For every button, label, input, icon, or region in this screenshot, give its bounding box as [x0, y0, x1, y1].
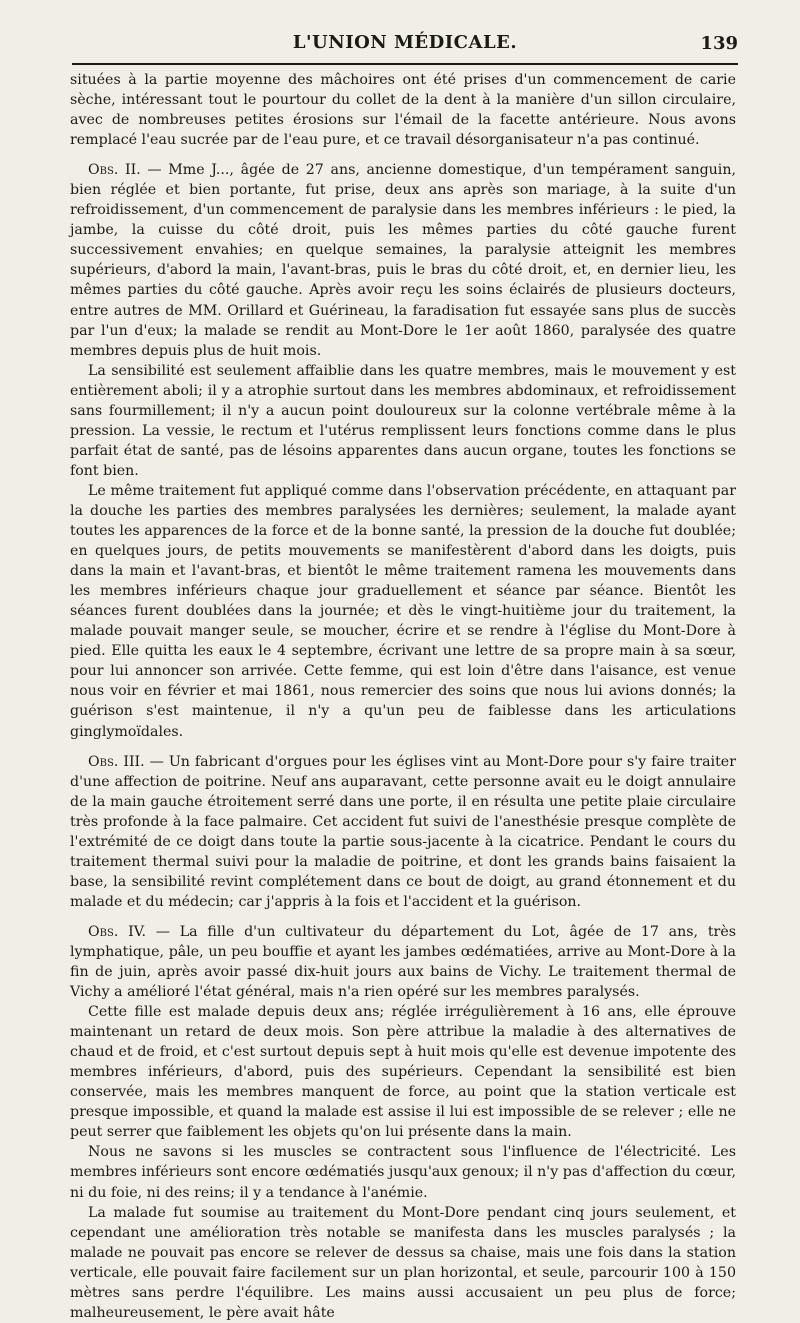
running-head: L'UNION MÉDICALE. — [292, 32, 518, 53]
observation-label: Obs. II. — [88, 162, 141, 179]
paragraph-text: — La fille d'un cultivateur du département du Lot, âgée de 17 ans, très lymphatique, pâle, un peu bouffie et ayant les jambes œdématiées, arrive au Mont-Dore à la fin de juin, après avoir passé dix-huit jours aux bains de Vichy. Le traitement thermal de Vichy a amélioré l'état général, mais n'a rien opéré sur les membres paralysés. — [70, 923, 737, 1001]
paragraph-text: Le même traitement fut appliqué comme dans l'observation précédente, en attaquant par la douche les parties des membres paralysées les dernières; seulement, la malade ayant toutes les apparences de la force et de la bonne santé, la pression de la douche fut doublée; en quelques jours, de petits mouvements se manifestèrent d'abord dans les doigts, puis dans la main et l'avant-bras, et bientôt le même traitement ramena les mouvements dans les membres inférieurs chaque jour graduellement et séance par séance. Bientôt les séances furent doublées dans la journée; et dès le vingt-huitième jour du traitement, la malade pouvait manger seule, se moucher, écrire et se rendre à l'église du Mont-Dore à pied. Elle quitta les eaux le 4 septembre, écrivant une lettre de sa propre main à sa sœur, pour lui annoncer son arrivée. Cette femme, qui est loin d'être dans l'aisance, est venue nous voir en février et mai 1861, nous remercier des soins que nous lui avions donnés; la guérison s'est maintenue, il n'y a qu'un peu de faiblesse dans les articulations ginglymoïdales. — [70, 482, 736, 740]
paragraph-obs-2 — [70, 160, 736, 360]
paragraph-9 — [70, 1203, 736, 1323]
page-number: 139 — [700, 33, 738, 54]
observation-label: Obs. IV. — [88, 923, 146, 940]
header-rule — [72, 63, 738, 65]
paragraph-8 — [70, 1142, 736, 1202]
paragraph-4 — [70, 481, 736, 742]
paragraph-text: Cette fille est malade depuis deux ans; réglée irrégulièrement à 16 ans, elle éprouve maintenant un retard de deux mois. Son père attribue la maladie à des alternatives de chaud et de froid, et c'est surtout depuis sept à huit mois qu'elle est devenue impotente des membres inférieurs, d'abord, puis des supérieurs. Cependant la sensibilité est bien conservée, mais les membres manquent de force, au point que la station verticale est presque impossible, et quand la malade est assise il lui est impossible de se relever ; elle ne peut serrer que faiblement les objets qu'on lui présente dans la main. — [70, 1004, 736, 1141]
paragraph-text: — Mme J..., âgée de 27 ans, ancienne domestique, d'un tempérament sanguin, bien réglée et bien portante, fut prise, deux ans après son mariage, à la suite d'un refroidissement, d'un commencement de paralysie dans les membres inférieurs : le pied, la jambe, la cuisse du côté droit, puis les mêmes parties du côté gauche furent successivement envahies; en quelque semaines, la paralysie atteignit les membres supérieurs, d'abord la main, l'avant-bras, puis le bras du côté droit, et, en dernier lieu, les mêmes parties du côté gauche. Après avoir reçu les soins éclairés de plusieurs docteurs, entre autres de MM. Orillard et Guérineau, la faradisation fut essayée sans plus de succès par l'un d'eux; la malade se rendit au Mont-Dore le 1er août 1860, paralysée des quatre membres depuis plus de huit mois. — [70, 162, 736, 359]
page-header — [72, 30, 738, 60]
paragraph-text: La malade fut soumise au traitement du Mont-Dore pendant cinq jours seulement, et cependant une amélioration très notable se manifesta dans les muscles paralysés ; la malade ne pouvait pas encore se relever de dessus sa chaise, mais une fois dans la station verticale, elle pouvait faire facilement sur un plan horizontal, et seule, parcourir 100 à 150 mètres sans perdre l'équilibre. Les mains aussi accusaient un peu plus de force; malheureusement, le père avait hâte — [70, 1204, 736, 1321]
paragraph-obs-3 — [70, 752, 736, 912]
paragraph-text: situées à la partie moyenne des mâchoires ont été prises d'un commencement de carie sèche, intéressant tout le pourtour du collet de la dent à la manière d'un sillon circulaire, avec de nombreuses petites érosions sur l'émail de la facette antérieure. Nous avons remplacé l'eau sucrée par de l'eau pure, et ce travail désorganisateur n'a pas continué. — [70, 72, 736, 149]
paragraph-1 — [70, 70, 736, 150]
paragraph-text: — Un fabricant d'orgues pour les églises vint au Mont-Dore pour s'y faire traiter d'une affection de poitrine. Neuf ans auparavant, cette personne avait eu le doigt annulaire de la main gauche étroitement serré dans une porte, il en résulta une petite plaie circulaire très profonde à la face palmaire. Cet accident fut suivi de l'anesthésie presque complète de l'extrémité de ce doigt dans toute la partie sous-jacente à la cicatrice. Pendant le cours du traitement thermal suivi pour la maladie de poitrine, et dont les grands bains faisaient la base, la sensibilité revint complétement dans ce bout de doigt, au grand étonnement et du malade et du médecin; car j'appris à la fois et l'accident et la guérison. — [70, 753, 736, 910]
paragraph-7 — [70, 1002, 736, 1142]
paragraph-text: Nous ne savons si les muscles se contractent sous l'influence de l'électricité. Les membres inférieurs sont encore œdématiés jusqu'aux genoux; il n'y pas d'affection du cœur, ni du foie, ni des reins; il y a tendance à l'anémie. — [70, 1144, 736, 1201]
paragraph-text: La sensibilité est seulement affaiblie dans les quatre membres, mais le mouvement y est entièrement aboli; il y a atrophie surtout dans les membres abdominaux, et refroidissement sans fourmillement; il n'y a aucun point douloureux sur la colonne vertébrale même à la pression. La vessie, le rectum et l'utérus remplissent leurs fonctions comme dans le plus parfait état de santé, pas de lésoins apparentes dans aucun organe, toutes les fonctions se font bien. — [70, 362, 736, 479]
observation-label: Obs. III. — [88, 753, 145, 770]
paragraph-obs-4 — [70, 922, 736, 1002]
paragraph-3 — [70, 361, 736, 481]
body-text — [70, 70, 736, 1323]
